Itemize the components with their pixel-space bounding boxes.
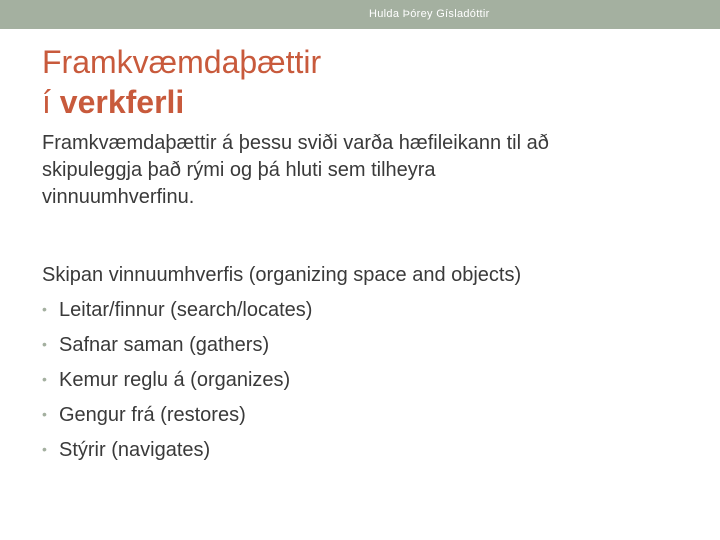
title-line-2 <box>42 82 682 122</box>
bullet-icon: • <box>42 336 47 352</box>
bullet-item <box>42 432 682 467</box>
bullet-icon: • <box>42 406 47 422</box>
bullet-item <box>42 327 682 362</box>
title-line-2-prefix: í <box>42 84 60 120</box>
title-line-2-bold: verkferli <box>59 84 185 120</box>
intro-line: skipuleggja það rými og þá hluti sem tilheyra <box>42 159 436 181</box>
intro-line: vinnuumhverfinu. <box>42 186 195 208</box>
slide-title <box>42 42 682 122</box>
bullet-item <box>42 292 682 327</box>
bullet-text: Gengur frá (restores) <box>59 404 246 426</box>
bullet-icon: • <box>42 441 47 457</box>
bullet-text: Stýrir (navigates) <box>59 439 211 461</box>
author-name: Hulda Þórey Gísladóttir <box>369 8 490 20</box>
section-heading: Skipan vinnuumhverfis (organizing space and objects) <box>42 264 522 286</box>
bullet-text: Safnar saman (gathers) <box>59 334 270 356</box>
bullet-item <box>42 397 682 432</box>
bullet-icon: • <box>42 301 47 317</box>
intro-paragraph <box>42 130 682 211</box>
intro-line: Framkvæmdaþættir á þessu sviði varða hæfileikann til að <box>42 132 549 154</box>
bullet-text: Kemur reglu á (organizes) <box>59 369 291 391</box>
header-bar <box>0 0 720 29</box>
title-line-1: Framkvæmdaþættir <box>42 44 322 80</box>
bullet-text: Leitar/finnur (search/locates) <box>59 299 313 321</box>
bullet-item <box>42 362 682 397</box>
content-section <box>42 258 682 467</box>
bullet-list <box>42 292 682 467</box>
bullet-icon: • <box>42 371 47 387</box>
